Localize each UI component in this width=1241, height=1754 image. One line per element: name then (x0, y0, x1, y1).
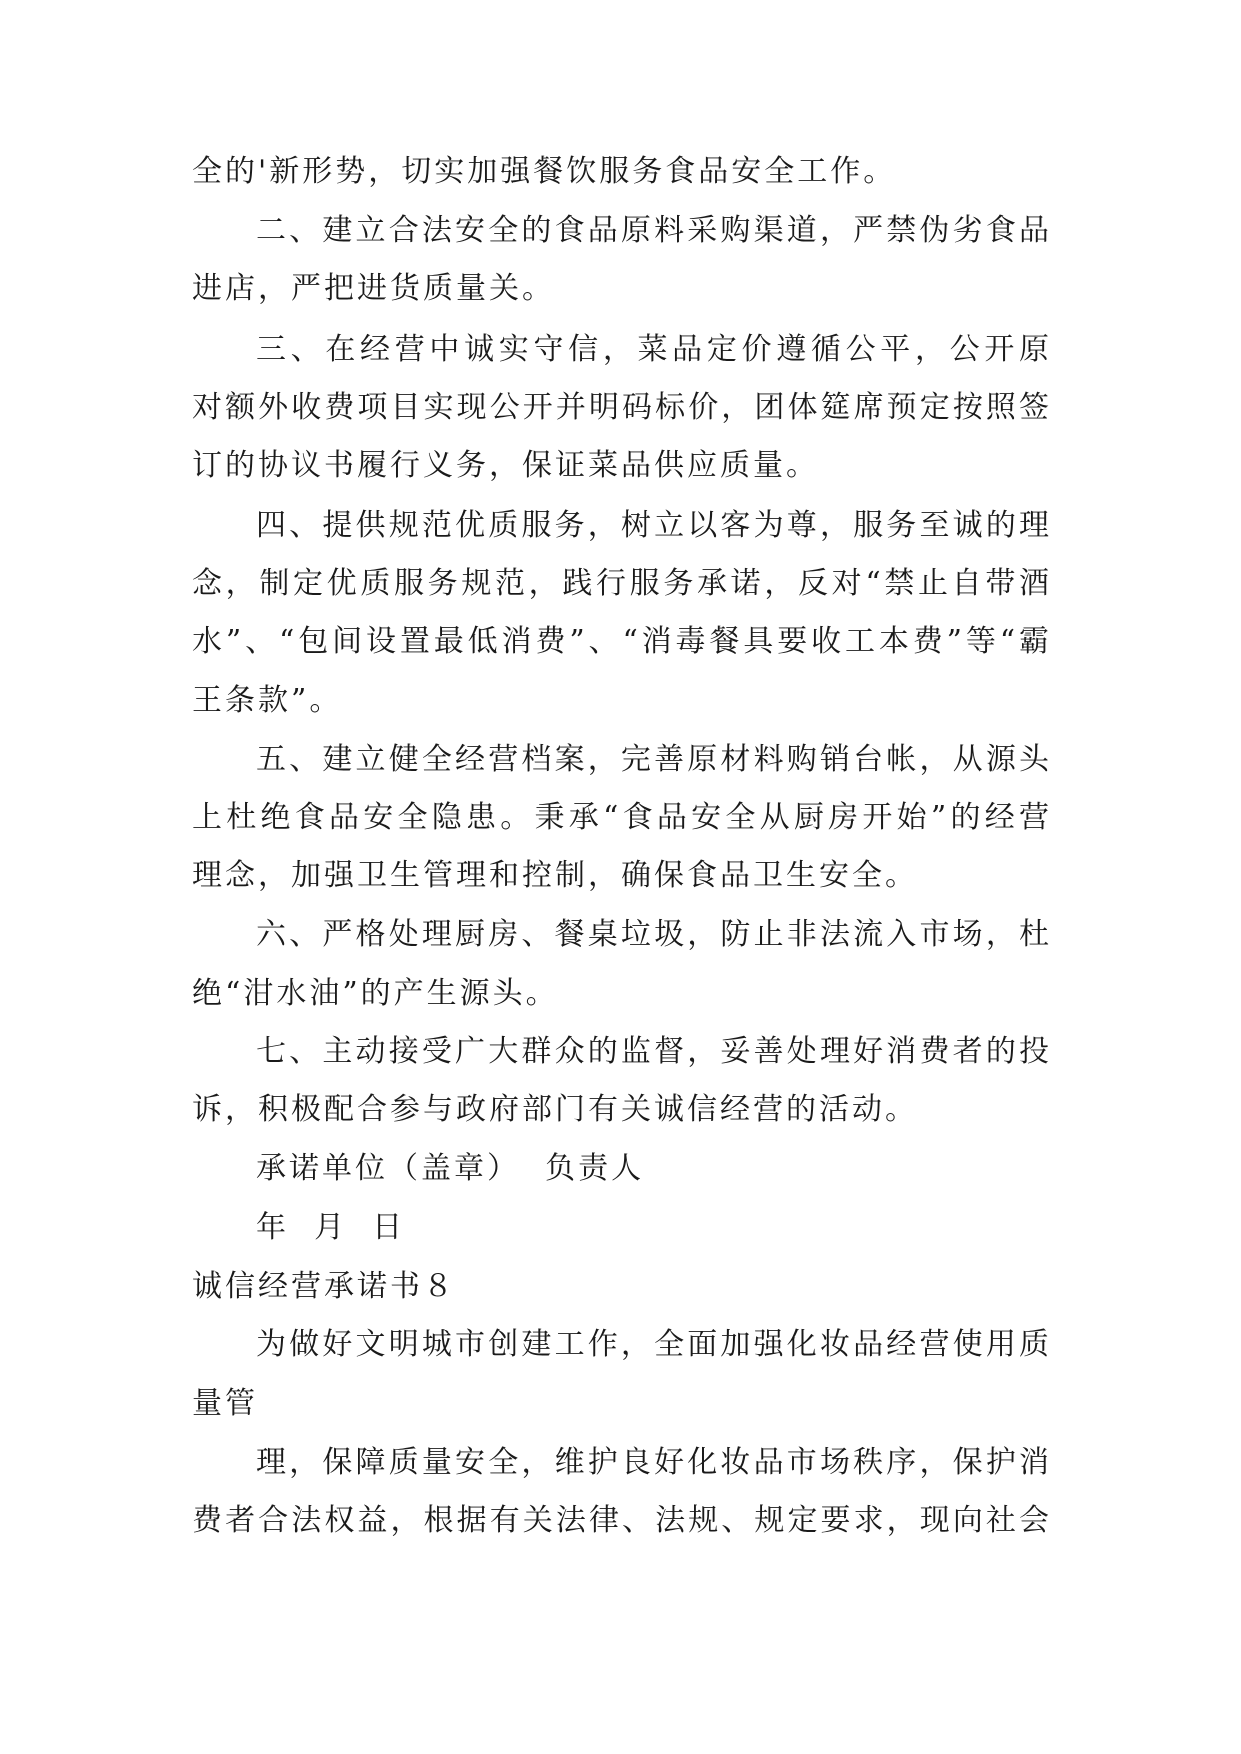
text-line: 四、提供规范优质服务，树立以客为尊，服务至诚的理 (256, 508, 1052, 543)
signature-line: 承诺单位（盖章） 负责人 (256, 1151, 645, 1186)
text-line: 为做好文明城市创建工作，全面加强化妆品经营使用质 (256, 1327, 1052, 1362)
text-line: 念，制定优质服务规范，践行服务承诺，反对“禁止自带酒 (192, 566, 1052, 601)
text-line: 诉，积极配合参与政府部门有关诚信经营的活动。 (192, 1092, 918, 1127)
text-line: 水”、“包间设置最低消费”、“消毒餐具要收工本费”等“霸 (192, 624, 1052, 659)
text-line: 上杜绝食品安全隐患。秉承“食品安全从厨房开始”的经营 (192, 800, 1052, 835)
text-line: 绝“泔水油”的产生源头。 (192, 976, 559, 1011)
text-line: 费者合法权益，根据有关法律、法规、规定要求，现向社会 (192, 1503, 1052, 1538)
text-line: 理，保障质量安全，维护良好化妆品市场秩序，保护消 (256, 1445, 1052, 1480)
text-line: 订的协议书履行义务，保证菜品供应质量。 (192, 448, 819, 483)
text-line: 五、建立健全经营档案，完善原材料购销台帐，从源头 (256, 742, 1052, 777)
text-line: 对额外收费项目实现公开并明码标价，团体筵席预定按照签 (192, 390, 1052, 425)
text-line: 二、建立合法安全的食品原料采购渠道，严禁伪劣食品 (256, 213, 1052, 248)
text-line: 进店，严把进货质量关。 (192, 271, 555, 306)
text-line: 量管 (192, 1386, 258, 1421)
section-title: 诚信经营承诺书８ (192, 1269, 456, 1304)
text-line: 全的'新形势，切实加强餐饮服务食品安全工作。 (192, 154, 897, 189)
date-line: 年 月 日 (256, 1210, 406, 1245)
text-line: 王条款”。 (192, 683, 343, 718)
text-line: 理念，加强卫生管理和控制，确保食品卫生安全。 (192, 858, 918, 893)
text-line: 三、在经营中诚实守信，菜品定价遵循公平，公开原 (256, 332, 1052, 367)
text-line: 七、主动接受广大群众的监督，妥善处理好消费者的投 (256, 1034, 1052, 1069)
text-line: 六、严格处理厨房、餐桌垃圾，防止非法流入市场，杜 (256, 917, 1052, 952)
